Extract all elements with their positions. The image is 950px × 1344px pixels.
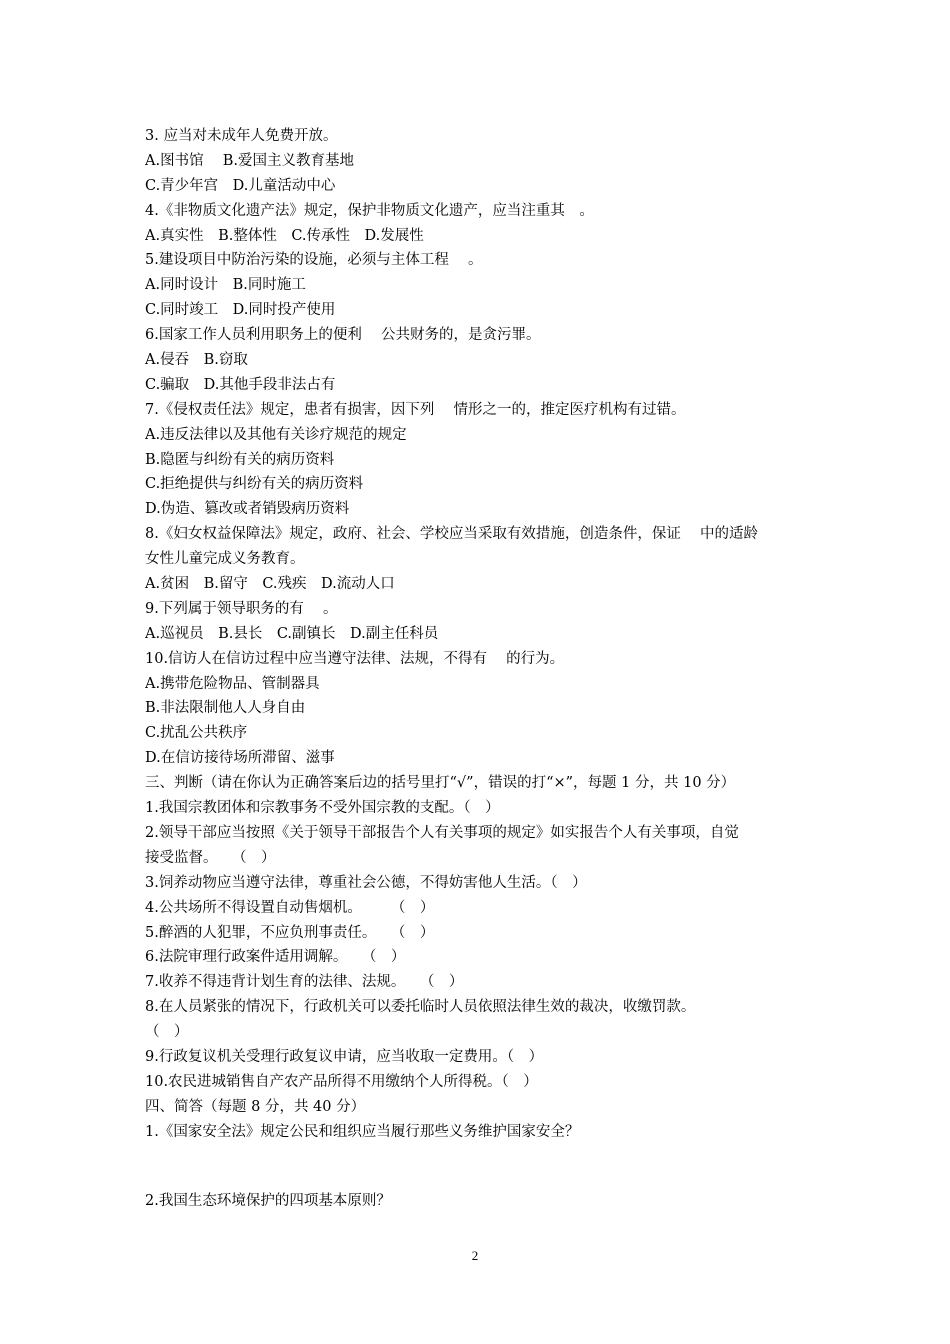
section-4-heading: 四、简答（每题 8 分，共 40 分） (145, 1098, 366, 1115)
question-4: 4.《非物质文化遗产法》规定，保护非物质文化遗产，应当注重其 。 (145, 202, 594, 219)
q5-options-ab: A.同时设计 B.同时施工 (145, 277, 306, 294)
q7-option-b: B.隐匿与纠纷有关的病历资料 (145, 451, 335, 468)
q10-option-a: A.携带危险物品、管制器具 (145, 675, 320, 692)
judge-8-cont: （ ） (145, 1024, 189, 1041)
question-5: 5.建设项目中防治污染的设施，必须与主体工程 。 (145, 252, 483, 269)
judge-6: 6.法院审理行政案件适用调解。 （ ） (145, 949, 406, 966)
q10-option-c: C.扰乱公共秩序 (145, 725, 248, 742)
judge-8: 8.在人员紧张的情况下，行政机关可以委托临时人员依照法律生效的裁决，收缴罚款。 (145, 999, 696, 1016)
q7-option-c: C.拒绝提供与纠纷有关的病历资料 (145, 476, 364, 493)
judge-2: 2.领导干部应当按照《关于领导干部报告个人有关事项的规定》如实报告个人有关事项，自觉 (145, 824, 739, 841)
question-10: 10.信访人在信访过程中应当遵守法律、法规，不得有 的行为。 (145, 650, 565, 667)
q6-options-ab: A.侵吞 B.窃取 (145, 352, 248, 369)
question-6: 6.国家工作人员利用职务上的便利 公共财务的，是贪污罪。 (145, 327, 541, 344)
short-answer-1: 1.《国家安全法》规定公民和组织应当履行那些义务维护国家安全？ (145, 1123, 580, 1140)
q9-options: A.巡视员 B.县长 C.副镇长 D.副主任科员 (145, 625, 439, 642)
question-8-cont: 女性儿童完成义务教育。 (145, 551, 305, 568)
q8-options: A.贫困 B.留守 C.残疾 D.流动人口 (145, 576, 395, 593)
question-9: 9.下列属于领导职务的有 。 (145, 600, 338, 617)
q3-options-cd: C.青少年宫 D.儿童活动中心 (145, 177, 336, 194)
judge-1: 1.我国宗教团体和宗教事务不受外国宗教的支配。（ ） (145, 800, 500, 817)
judge-4: 4.公共场所不得设置自动售烟机。 （ ） (145, 899, 435, 916)
question-3: 3. 应当对未成年人免费开放。 (145, 128, 338, 144)
judge-10: 10.农民进城销售自产农产品所得不用缴纳个人所得税。（ ） (145, 1073, 538, 1090)
judge-3: 3.饲养动物应当遵守法律，尊重社会公德，不得妨害他人生活。（ ） (145, 874, 587, 891)
q10-option-b: B.非法限制他人人身自由 (145, 700, 306, 717)
answer-space (145, 1145, 815, 1189)
q3-options-ab: A.图书馆 B.爱国主义教育基地 (145, 152, 354, 169)
question-7: 7.《侵权责任法》规定，患者有损害，因下列 情形之一的，推定医疗机构有过错。 (145, 401, 686, 418)
q4-options: A.真实性 B.整体性 C.传承性 D.发展性 (145, 227, 424, 244)
judge-9: 9.行政复议机关受理行政复议申请，应当收取一定费用。（ ） (145, 1048, 544, 1065)
q7-option-d: D.伪造、篡改或者销毁病历资料 (145, 501, 350, 518)
judge-7: 7.收养不得违背计划生育的法律、法规。 （ ） (145, 974, 464, 991)
q6-options-cd: C.骗取 D.其他手段非法占有 (145, 376, 336, 393)
page-number: 2 (471, 1248, 479, 1263)
section-3-heading: 三、判断（请在你认为正确答案后边的括号里打“√”，错误的打“×”，每题 1 分，共 10 分） (145, 775, 736, 792)
question-8: 8.《妇女权益保障法》规定，政府、社会、学校应当采取有效措施，创造条件，保证 中的适龄 (145, 526, 758, 543)
judge-5: 5.醉酒的人犯罪，不应负刑事责任。 （ ） (145, 924, 435, 941)
short-answer-2: 2.我国生态环境保护的四项基本原则？ (145, 1192, 391, 1209)
page-content (145, 124, 815, 1213)
q7-option-a: A.违反法律以及其他有关诊疗规范的规定 (145, 426, 407, 443)
q5-options-cd: C.同时竣工 D.同时投产使用 (145, 302, 336, 319)
judge-2-cont: 接受监督。 （ ） (145, 849, 276, 866)
q10-option-d: D.在信访接待场所滞留、滋事 (145, 750, 335, 767)
